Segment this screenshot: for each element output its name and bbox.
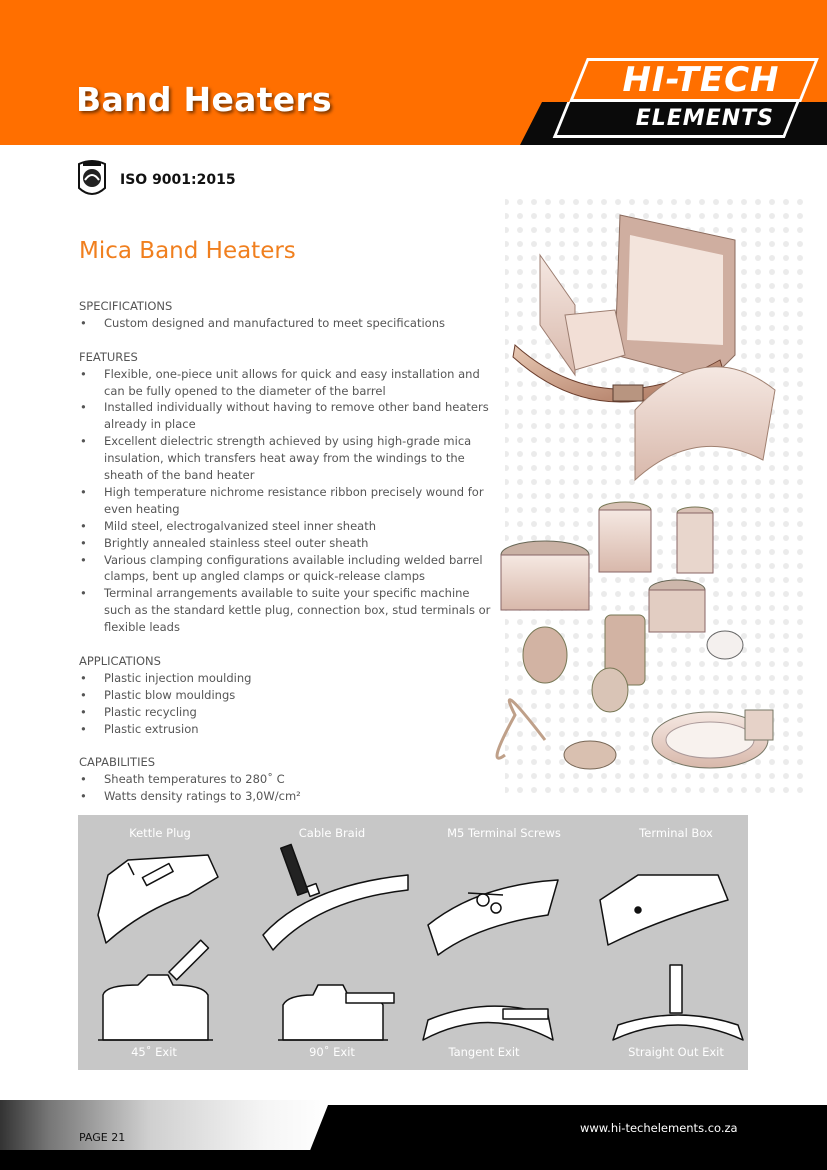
diagram-label: Cable Braid [298, 826, 366, 840]
diagram-label: M5 Terminal Screws [447, 826, 561, 840]
list-item: • Flexible, one-piece unit allows for quick and easy installation and can be fully opened to the diameter of the barrel [79, 366, 499, 400]
straight-out-exit-diagram [613, 965, 743, 1040]
list-item: • Mild steel, electrogalvanized steel inner sheath [79, 518, 499, 535]
list-item: • Plastic recycling [79, 704, 499, 721]
list-item: • Installed individually without having to remove other band heaters already in place [79, 399, 499, 433]
cable-braid-diagram [263, 844, 408, 950]
applications-section [79, 653, 499, 738]
spec-section [79, 298, 499, 332]
page-number: PAGE 21 [79, 1131, 126, 1144]
list-item: • High temperature nichrome resistance ribbon precisely wound for even heating [79, 484, 499, 518]
section-title: CAPABILITIES [79, 755, 156, 770]
kettle-plug-diagram [98, 855, 218, 943]
section-title: SPECIFICATIONS [79, 299, 173, 313]
logo-bottom-text: ELEMENTS [635, 106, 774, 131]
certification-label: ISO 9001:2015 [120, 172, 236, 188]
diagram-label: Tangent Exit [448, 1045, 520, 1059]
list-item: • Watts density ratings to 3,0W/cm² [79, 788, 499, 805]
m5-terminal-screws-diagram [428, 880, 558, 955]
website-link[interactable]: www.hi-techelements.co.za [580, 1121, 738, 1135]
list-item: • Terminal arrangements available to suite your specific machine such as the standard kettle plug, connection box, stud terminals or flexible leads [79, 585, 499, 636]
tangent-exit-diagram [423, 1006, 553, 1040]
brand-logo [548, 58, 810, 140]
page-title: Band Heaters [76, 80, 332, 119]
list-item: • Plastic blow mouldings [79, 687, 499, 704]
terminal-box-diagram [600, 875, 728, 945]
capabilities-section [79, 754, 499, 805]
diagram-label: Terminal Box [639, 826, 713, 840]
list-item: • Plastic extrusion [79, 721, 499, 738]
list-item: • Brightly annealed stainless steel outer sheath [79, 535, 499, 552]
spec-content [79, 298, 499, 822]
diagram-label: 90˚ Exit [309, 1045, 355, 1059]
logo-top-text: HI-TECH [622, 60, 780, 100]
list-item: • Plastic injection moulding [79, 670, 499, 687]
product-photo [485, 195, 825, 810]
diagram-label: Kettle Plug [129, 826, 191, 840]
list-item: • Custom designed and manufactured to meet specifications [79, 315, 499, 332]
terminal-diagrams [78, 815, 748, 1070]
list-item: • Sheath temperatures to 280˚ C [79, 771, 499, 788]
section-title: FEATURES [79, 349, 138, 364]
diagram-label: 45˚ Exit [131, 1045, 177, 1059]
diagram-label: Straight Out Exit [628, 1045, 724, 1059]
90-degree-exit-diagram [278, 985, 394, 1040]
certification-badge-icon [77, 158, 107, 200]
features-section [79, 349, 499, 636]
terminal-diagram-panel [78, 815, 748, 1070]
product-title: Mica Band Heaters [79, 238, 296, 264]
list-item: • Excellent dielectric strength achieved by using high-grade mica insulation, which transfers heat away from the windings to the sheath of the band heater [79, 433, 499, 484]
footer-gradient [0, 1100, 330, 1150]
45-degree-exit-diagram [98, 940, 213, 1040]
list-item: • Various clamping configurations available including welded barrel clamps, bent up angled clamps or quick-release clamps [79, 552, 499, 586]
section-title: APPLICATIONS [79, 654, 161, 668]
